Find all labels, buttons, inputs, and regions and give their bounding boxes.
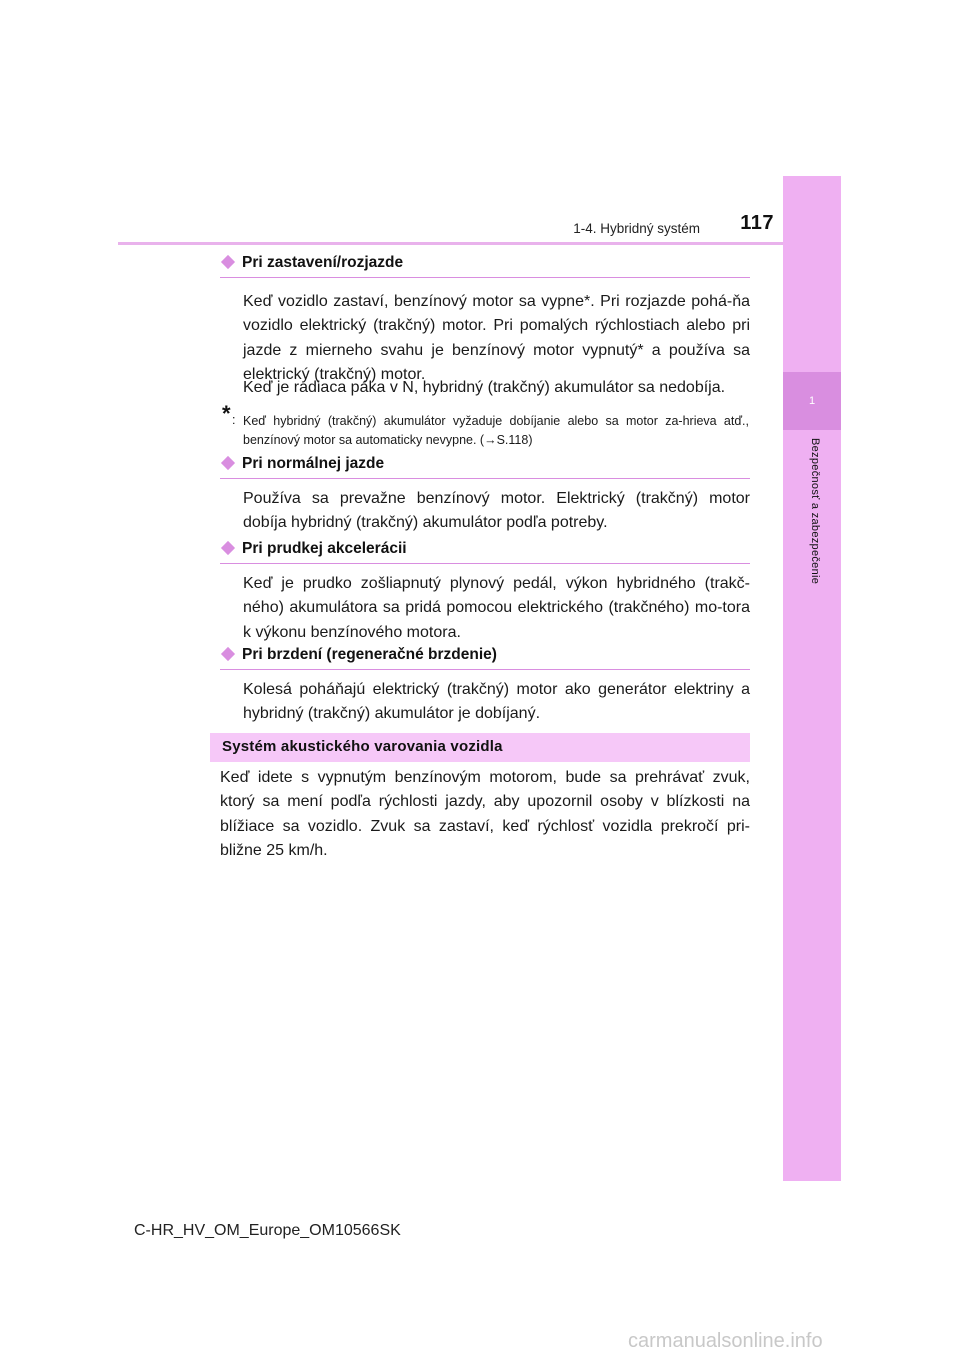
subsection-heading <box>220 254 750 278</box>
subsection-title: Pri brzdení (regeneračné brzdenie) <box>242 646 497 663</box>
watermark: carmanualsonline.info <box>628 1330 823 1352</box>
paragraph: Keď je prudko zošliapnutý plynový pedál, výkon hybridného (trakč-ného) akumulátora sa pridá pomocou elektrického (trakčného) mo-tora k výkonu benzínového motora. <box>243 575 750 641</box>
subsection-title: Pri prudkej akcelerácii <box>242 540 407 557</box>
subsection-rule <box>220 563 750 564</box>
paragraph: Kolesá poháňajú elektrický (trakčný) motor ako generátor elektriny a hybridný (trakčný) akumulátor je dobíjaný. <box>243 681 750 723</box>
footnote-asterisk: * <box>222 401 231 426</box>
paragraph: Keď je radiaca páka v N, hybridný (trakčný) akumulátor sa nedobíja. <box>243 379 726 396</box>
subsection-title: Pri normálnej jazde <box>242 455 385 472</box>
diamond-bullet-icon <box>221 456 235 470</box>
section-title: Systém akustického varovania vozidla <box>222 738 503 755</box>
subsection-title: Pri zastavení/rozjazde <box>242 254 404 271</box>
paragraph: Používa sa prevažne benzínový motor. Elektrický (trakčný) motor dobíja hybridný (trakčný) akumulátor podľa potreby. <box>243 490 750 532</box>
subsection-rule <box>220 478 750 479</box>
subsection-heading <box>220 455 750 479</box>
diamond-bullet-icon <box>221 255 235 269</box>
chapter-tab-number: 1 <box>783 372 841 430</box>
chapter-tab-strip <box>783 176 841 1181</box>
footer-document-code: C-HR_HV_OM_Europe_OM10566SK <box>134 1222 401 1239</box>
subsection-heading <box>220 540 750 564</box>
section-heading-box <box>210 733 750 762</box>
footnote-colon: : <box>232 413 236 427</box>
diamond-bullet-icon <box>221 541 235 555</box>
footnote-text: Keď hybridný (trakčný) akumulátor vyžaduje dobíjanie alebo sa motor za-hrieva atď., benzínový motor sa automaticky nevypne. (→S.118) <box>243 414 749 447</box>
paragraph: Keď vozidlo zastaví, benzínový motor sa vypne*. Pri rozjazde pohá-ňa vozidlo elektrický (trakčný) motor. Pri pomalých rýchlostiach alebo pri jazde z mierneho svahu je benzínový motor vypnutý* a používa sa elektrický (trakčný) motor. <box>243 293 750 383</box>
diamond-bullet-icon <box>221 647 235 661</box>
page-number: 117 <box>740 212 774 234</box>
subsection-heading <box>220 646 750 670</box>
chapter-tab-title: Bezpečnosť a zabezpečenie <box>809 438 821 585</box>
section-paragraph: Keď idete s vypnutým benzínovým motorom, bude sa prehrávať zvuk, ktorý sa mení podľa rýchlosti jazdy, aby upozornil osoby v blízkosti na blížiace sa vozidlo. Zvuk sa zastaví, keď rýchlosť vozidla prekročí pri-bližne 25 km/h. <box>220 769 750 859</box>
subsection-rule <box>220 669 750 670</box>
subsection-rule <box>220 277 750 278</box>
header-section-title: 1-4. Hybridný systém <box>573 221 700 236</box>
header-rule <box>118 242 841 245</box>
